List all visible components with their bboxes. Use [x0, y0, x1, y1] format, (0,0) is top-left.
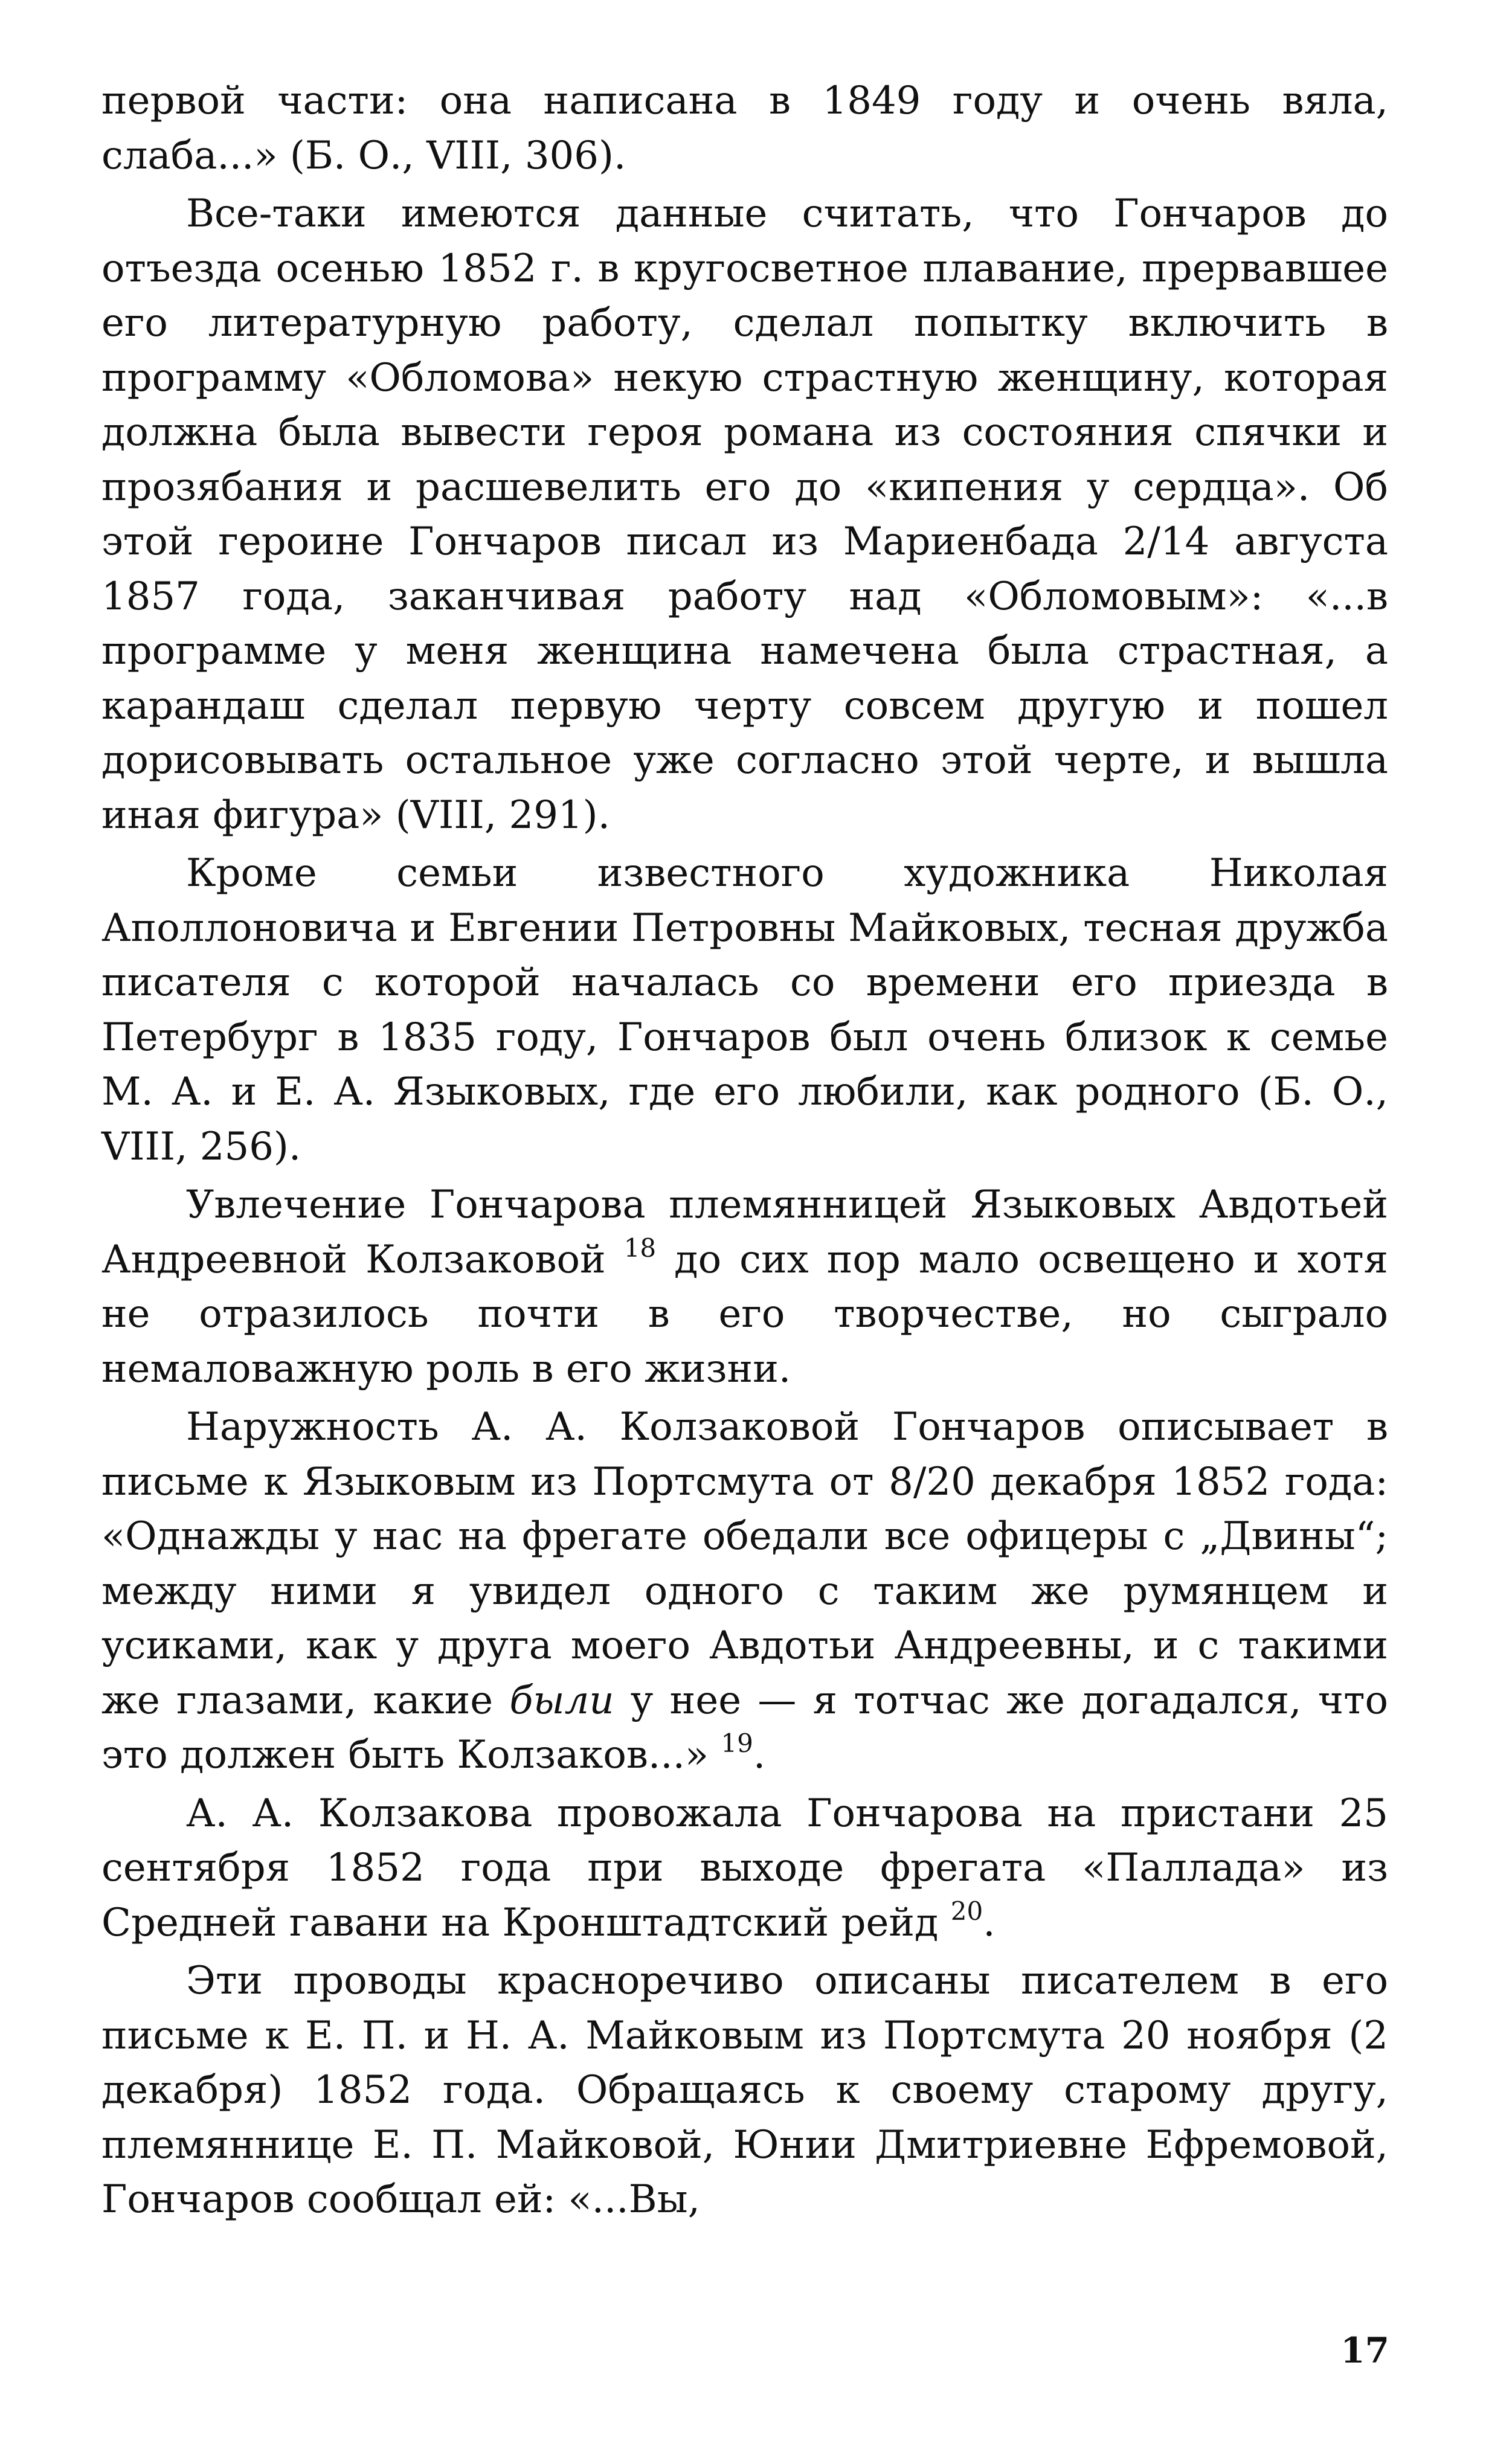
footnote-ref-20: 20	[950, 1896, 983, 1926]
text-run: .	[983, 1900, 995, 1945]
paragraph-5	[101, 1400, 1388, 1783]
text-run: Кроме семьи известного художника Николая Аполлоновича и Евгении Петровны Майковых, тесная дружба писателя с которой началась со времени его приезда в Петербург в 1835 году, Гончаров был очень близок к семье М. А. и Е. А. Языковых, где его любили, как родного (Б. О., VIII, 256).	[101, 851, 1388, 1169]
page-number: 17	[1340, 2330, 1389, 2371]
text-run: у нее — я тотчас же догадался, что это должен быть Колзаков...»	[101, 1678, 1389, 1777]
text-run: .	[753, 1733, 766, 1777]
paragraph-3	[101, 846, 1388, 1174]
footnote-ref-19: 19	[721, 1728, 753, 1758]
page-body-text	[101, 74, 1388, 2227]
paragraph-4	[101, 1178, 1388, 1396]
paragraph-1	[101, 74, 1388, 183]
text-run: А. А. Колзакова провожала Гончарова на пристани 25 сентября 1852 года при выходе фрегата «Паллада» из Средней гавани на Кронштадтский рейд	[101, 1791, 1388, 1945]
paragraph-2	[101, 187, 1388, 842]
text-run: Наружность А. А. Колзаковой Гончаров описывает в письме к Языковым из Портсмута от 8/20 декабря 1852 года: «Однажды у нас на фрегате обедали все офицеры с „Двины“; между ними я увидел одного с таким же румянцем и усиками, как у друга моего Авдотьи Андреевны, и с такими же глазами, какие	[101, 1405, 1388, 1723]
italic-word: были	[509, 1678, 614, 1723]
text-run: до сих пор мало освещено и хотя не отразилось почти в его творчестве, но сыграло немаловажную роль в его жизни.	[101, 1237, 1389, 1391]
text-run: Эти проводы красноречиво описаны писателем в его письме к Е. П. и Н. А. Майковым из Портсмута 20 ноября (2 декабря) 1852 года. Обращаясь к своему старому другу, племяннице Е. П. Майковой, Юнии Дмитриевне Ефремовой, Гончаров сообщал ей: «...Вы,	[101, 1959, 1388, 2222]
text-run: Увлечение Гончарова племянницей Языковых Авдотьей Андреевной Колзаковой	[101, 1182, 1388, 1282]
text-run: первой части: она написана в 1849 году и очень вяла, слаба...» (Б. О., VIII, 306).	[101, 79, 1388, 178]
paragraph-6	[101, 1786, 1388, 1951]
paragraph-7	[101, 1954, 1388, 2227]
text-run: Все-таки имеются данные считать, что Гончаров до отъезда осенью 1852 г. в кругосветное плавание, прервавшее его литературную работу, сделал попытку включить в программу «Обломова» некую страстную женщину, которая должна была вывести героя романа из состояния спячки и прозябания и расшевелить его до «кипения у сердца». Об этой героине Гончаров писал из Мариенбада 2/14 августа 1857 года, заканчивая работу над «Обломовым»: «...в программе у меня женщина намечена была страстная, а карандаш сделал первую черту совсем другую и пошел дорисовывать остальное уже согласно этой черте, и вышла иная фигура» (VIII, 291).	[101, 191, 1388, 838]
footnote-ref-18: 18	[623, 1233, 657, 1263]
